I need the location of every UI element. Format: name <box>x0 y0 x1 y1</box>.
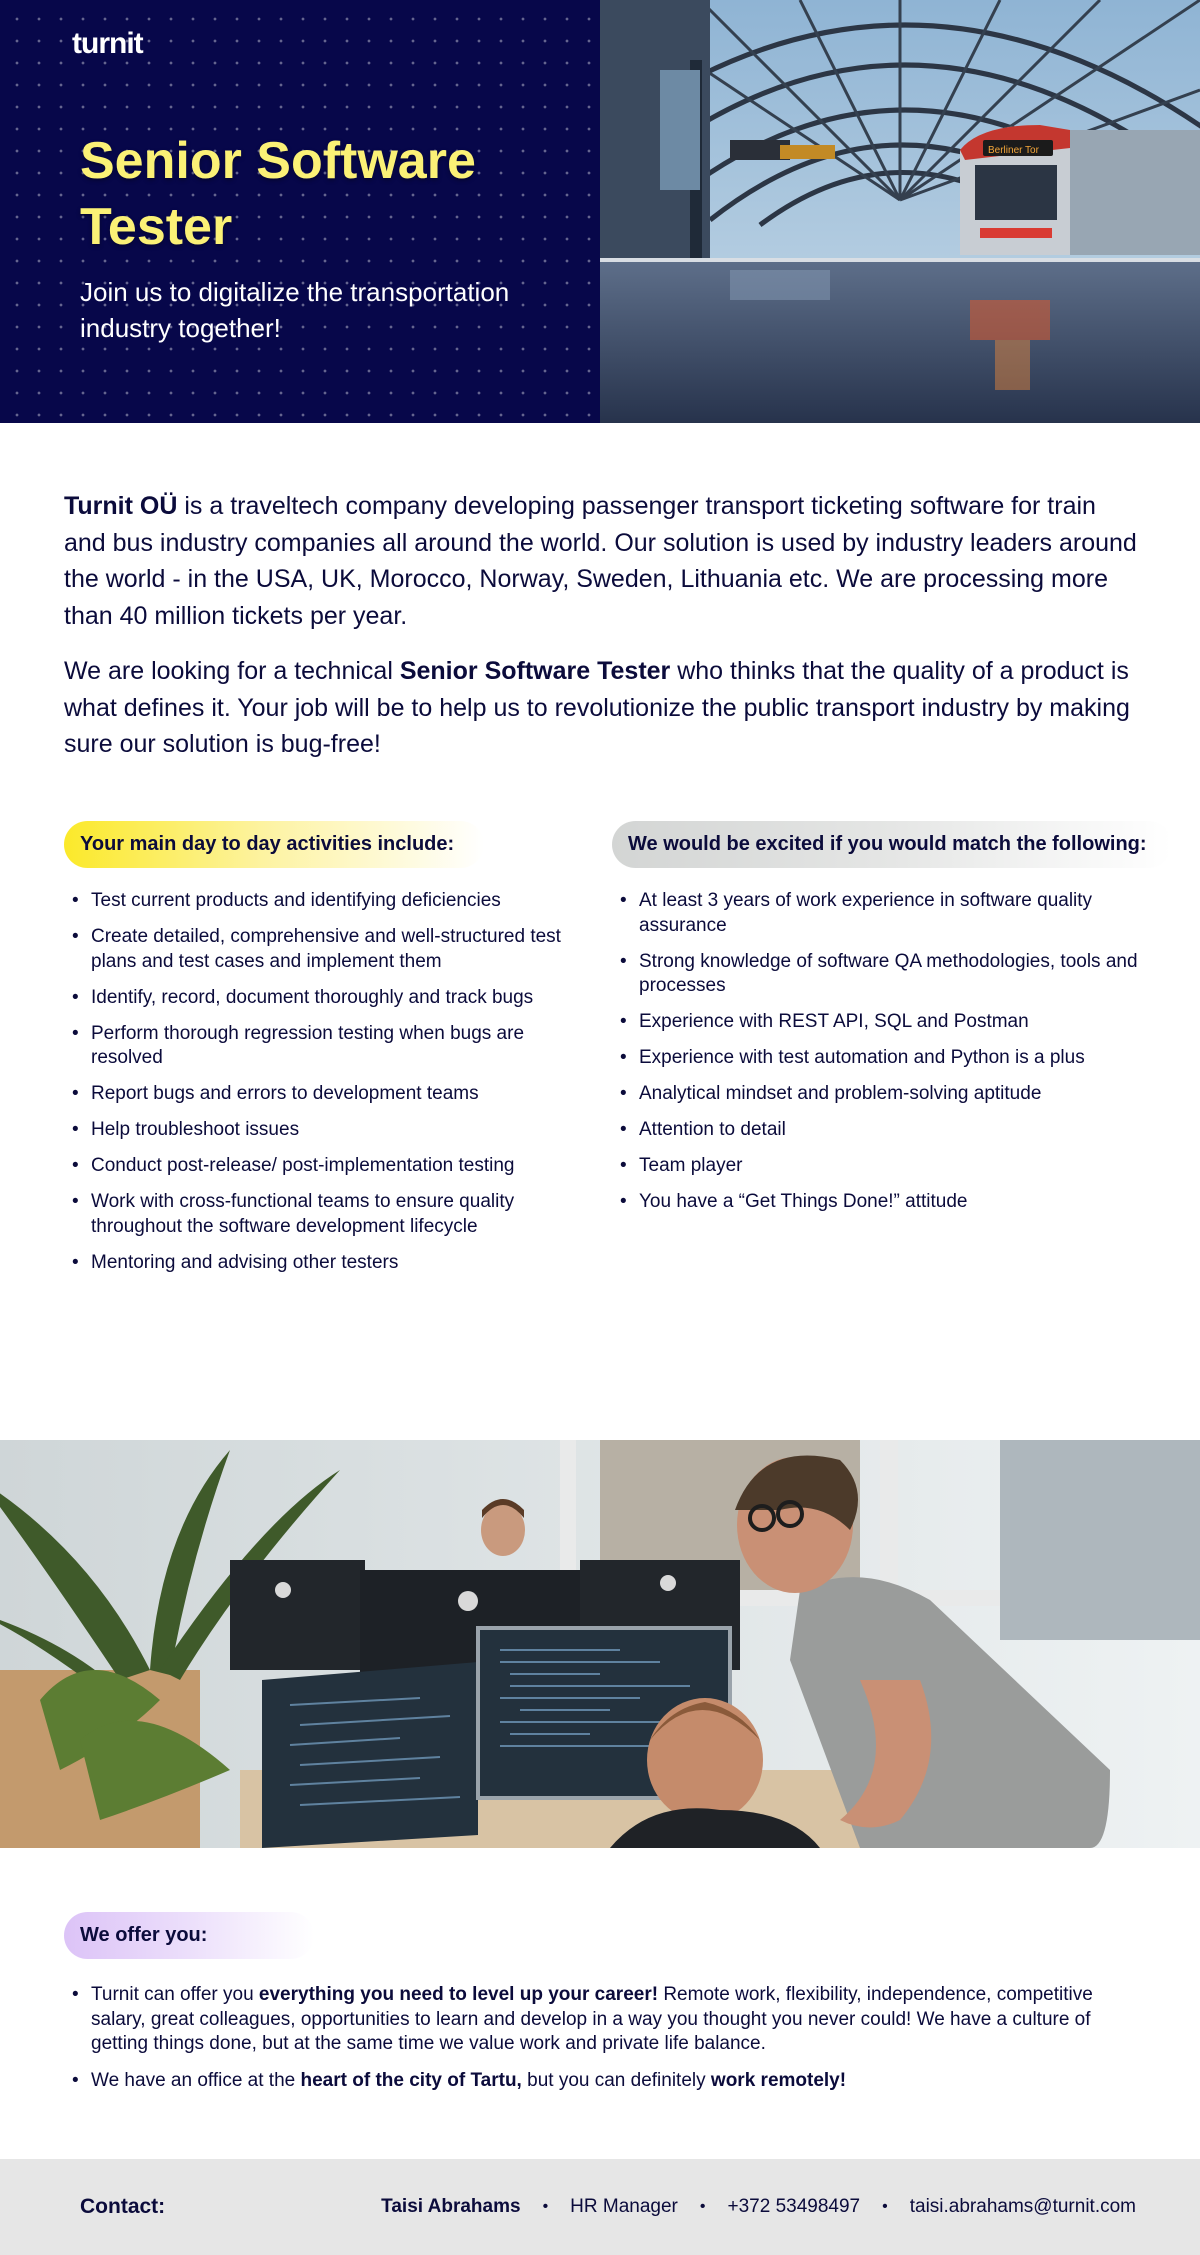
list-item: • Mentoring and advising other testers <box>64 1251 564 1276</box>
svg-text:turnit: turnit <box>72 28 143 60</box>
list-item: • At least 3 years of work experience in software quality assurance <box>612 889 1172 938</box>
contact-name: Taisi Abrahams <box>381 2196 521 2217</box>
separator: • <box>882 2198 888 2215</box>
list-item: • You have a “Get Things Done!” attitude <box>612 1190 1172 1215</box>
activities-section <box>64 821 564 1287</box>
offer-heading: We offer you: <box>64 1912 314 1959</box>
hero-subtitle: Join us to digitalize the transportation industry together! <box>80 277 510 343</box>
offer-section <box>64 1912 1144 2105</box>
list-item: • Perform thorough regression testing when bugs are resolved <box>64 1022 564 1071</box>
requirements-section <box>612 821 1172 1226</box>
hero-panel <box>0 0 600 423</box>
turnit-logo <box>72 28 168 60</box>
list-item: • We have an office at the heart of the city of Tartu, but you can definitely work remotely! <box>64 2069 1144 2094</box>
company-name: Turnit OÜ <box>64 492 178 520</box>
activities-heading: Your main day to day activities include: <box>64 821 484 868</box>
separator: • <box>699 2198 706 2215</box>
activities-list <box>64 889 564 1275</box>
page-title: Senior Software Tester <box>80 132 476 256</box>
requirements-heading: We would be excited if you would match the following: <box>612 821 1172 868</box>
list-item: • Team player <box>612 1154 1172 1179</box>
list-item: • Experience with REST API, SQL and Postman <box>612 1010 1172 1035</box>
contact-phone[interactable]: +372 53498497 <box>727 2196 861 2217</box>
contact-label: Contact: <box>80 2195 166 2218</box>
list-item: • Analytical mindset and problem-solving aptitude <box>612 1082 1172 1107</box>
list-item: • Strong knowledge of software QA methodologies, tools and processes <box>612 950 1172 999</box>
intro-section <box>64 488 1144 782</box>
list-item: • Experience with test automation and Python is a plus <box>612 1046 1172 1071</box>
contact-email[interactable]: taisi.abrahams@turnit.com <box>909 2196 1136 2217</box>
list-item: • Help troubleshoot issues <box>64 1118 564 1143</box>
intro-paragraph-company: Turnit OÜ is a traveltech company developing passenger transport ticketing software for train and bus industry companies all around the world. Our solution is used by industry leaders around the world - in the USA, UK, Morocco, Norway, Sweden, Lithuania etc. We are processing more than 40 million tickets per year. <box>64 492 1137 630</box>
contact-details <box>381 2196 1136 2218</box>
hero-banner <box>0 0 1200 423</box>
list-item: • Conduct post-release/ post-implementation testing <box>64 1154 564 1179</box>
office-team-photo <box>0 1440 1200 1848</box>
train-station-photo <box>600 0 1200 423</box>
list-item: • Work with cross-functional teams to ensure quality throughout the software development lifecycle <box>64 1190 564 1239</box>
list-item: • Report bugs and errors to development teams <box>64 1082 564 1107</box>
list-item: • Identify, record, document thoroughly and track bugs <box>64 986 564 1011</box>
svg-text:Berliner Tor: Berliner Tor <box>988 145 1039 156</box>
list-item: • Create detailed, comprehensive and well-structured test plans and test cases and implement them <box>64 925 564 974</box>
offer-list <box>64 1983 1144 2093</box>
separator: • <box>542 2198 549 2215</box>
intro-paragraph-role: We are looking for a technical Senior Software Tester who thinks that the quality of a product is what defines it. Your job will be to help us to revolutionize the public transport industry by making sure our solution is bug-free! <box>64 657 1130 758</box>
list-item: • Turnit can offer you everything you need to level up your career! Remote work, flexibility, independence, competitive salary, great colleagues, opportunities to learn and develop in a way you thought you never could! We have a culture of getting things done, but at the same time we value work and private life balance. <box>64 1983 1144 2057</box>
role-name: Senior Software Tester <box>399 657 671 685</box>
list-item: • Attention to detail <box>612 1118 1172 1143</box>
requirements-list <box>612 889 1172 1215</box>
contact-footer <box>0 2159 1200 2255</box>
list-item: • Test current products and identifying deficiencies <box>64 889 564 914</box>
contact-role: HR Manager <box>570 2196 678 2217</box>
